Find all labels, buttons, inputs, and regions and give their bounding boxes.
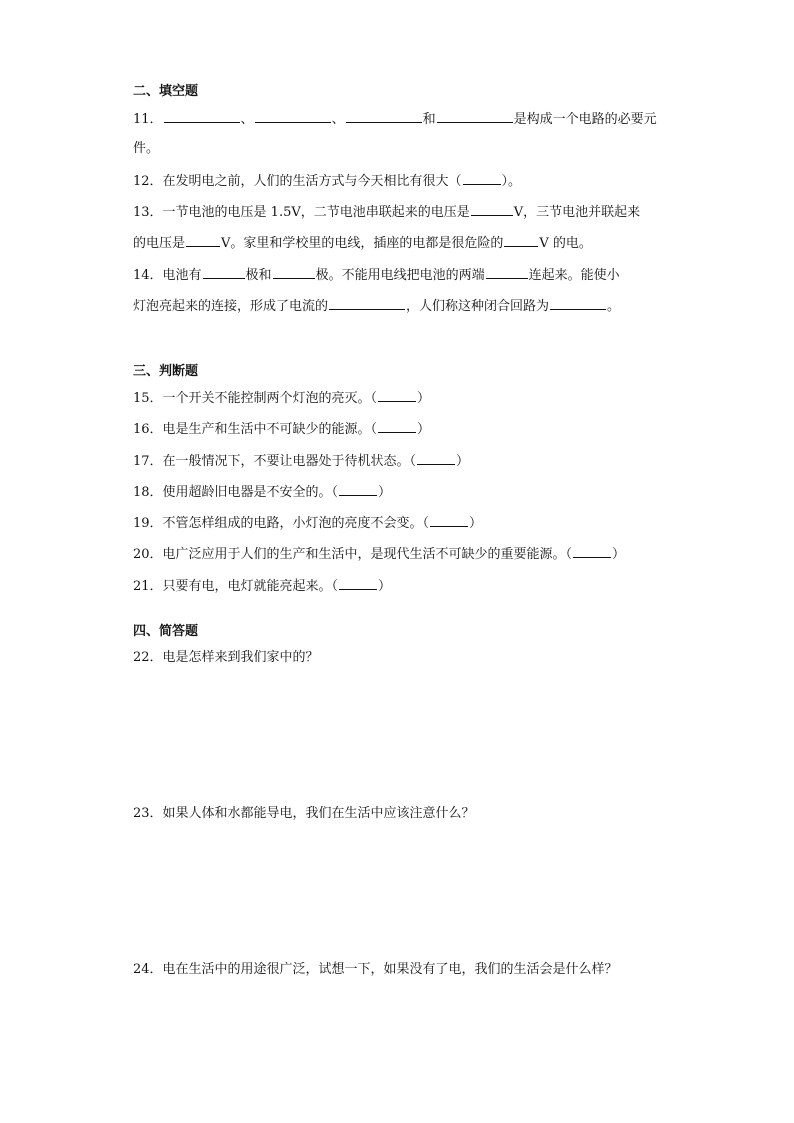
q11-blank-4[interactable]	[437, 110, 513, 123]
q12-end: ）。	[501, 174, 522, 189]
q18-end: ）	[378, 485, 392, 500]
q13-part-5: V 的电。	[539, 236, 592, 251]
q19-blank[interactable]	[430, 514, 468, 527]
q11-blank-2[interactable]	[255, 110, 331, 123]
q12-blank[interactable]	[463, 172, 501, 185]
question-12	[133, 172, 521, 190]
q14-part-6: ，人们称这种闭合回路为	[406, 299, 550, 314]
section-title-judge: 三、判断题	[133, 364, 199, 379]
q11-sep-2: 、	[331, 112, 345, 127]
q20-blank[interactable]	[573, 545, 611, 558]
q17-text: 17．在一般情况下，不要让电器处于待机状态。（	[133, 454, 417, 469]
q11-number: 11．	[133, 112, 163, 127]
question-11	[133, 110, 657, 128]
question-14	[133, 266, 620, 284]
q17-end: ）	[456, 454, 470, 469]
question-15	[133, 389, 430, 407]
q16-blank[interactable]	[378, 420, 416, 433]
question-13	[133, 203, 640, 221]
q15-text: 15．一个开关不能控制两个灯泡的亮灭。（	[133, 391, 378, 406]
question-19	[133, 514, 482, 532]
q21-text: 21．只要有电，电灯就能亮起来。（	[133, 579, 339, 594]
section-title-short: 四、简答题	[133, 624, 199, 639]
question-18	[133, 483, 391, 501]
q14-part-5: 灯泡亮起来的连接，形成了电流的	[133, 299, 329, 314]
q13-part-1: 13．一节电池的电压是 1.5V，二节电池串联起来的电压是	[133, 205, 470, 220]
q15-end: ）	[417, 391, 431, 406]
q21-end: ）	[378, 579, 392, 594]
q19-end: ）	[469, 516, 483, 531]
question-16	[133, 420, 430, 438]
q20-end: ）	[612, 547, 626, 562]
q16-text: 16．电是生产和生活中不可缺少的能源。（	[133, 422, 378, 437]
q14-part-1: 14．电池有	[133, 268, 202, 283]
q14-blank-4[interactable]	[329, 297, 405, 310]
q16-end: ）	[417, 422, 431, 437]
section-title-fill: 二、填空题	[133, 84, 199, 99]
question-17	[133, 452, 469, 470]
q13-blank-2[interactable]	[186, 234, 220, 247]
q17-blank[interactable]	[417, 452, 455, 465]
question-14-cont	[133, 297, 620, 315]
question-24: 24．电在生活中的用途很广泛，试想一下，如果没有了电，我们的生活会是什么样？	[133, 962, 618, 977]
q14-part-4: 连起来。能使小	[528, 268, 620, 283]
q14-blank-2[interactable]	[273, 266, 315, 279]
q15-blank[interactable]	[378, 389, 416, 402]
q11-blank-1[interactable]	[164, 110, 240, 123]
q14-blank-5[interactable]	[550, 297, 606, 310]
q12-text: 12．在发明电之前，人们的生活方式与今天相比有很大（	[133, 174, 462, 189]
q13-part-3: 的电压是	[133, 236, 186, 251]
q14-part-3: 极。不能用电线把电池的两端	[315, 268, 485, 283]
q18-blank[interactable]	[339, 483, 377, 496]
question-21	[133, 577, 391, 595]
question-23: 23．如果人体和水都能导电，我们在生活中应该注意什么？	[133, 806, 475, 821]
q14-blank-1[interactable]	[203, 266, 245, 279]
q11-tail: 是构成一个电路的必要元	[513, 112, 657, 127]
q11-and: 和	[422, 112, 436, 127]
q13-blank-3[interactable]	[504, 234, 538, 247]
q14-part-7: 。	[607, 299, 621, 314]
q14-part-2: 极和	[245, 268, 272, 283]
q11-blank-3[interactable]	[346, 110, 422, 123]
question-22: 22．电是怎样来到我们家中的？	[133, 650, 319, 665]
question-20	[133, 545, 625, 563]
q19-text: 19．不管怎样组成的电路，小灯泡的亮度不会变。（	[133, 516, 430, 531]
q13-blank-1[interactable]	[471, 203, 513, 216]
q13-part-2: V，三节电池并联起来	[513, 205, 641, 220]
question-13-cont	[133, 234, 592, 252]
q11-sep-1: 、	[240, 112, 254, 127]
q21-blank[interactable]	[339, 577, 377, 590]
q20-text: 20．电广泛应用于人们的生产和生活中，是现代生活不可缺少的重要能源。（	[133, 547, 573, 562]
question-11-cont: 件。	[133, 141, 160, 156]
q13-part-4: V。家里和学校里的电线，插座的电都是很危险的	[221, 236, 504, 251]
q18-text: 18．使用超龄旧电器是不安全的。（	[133, 485, 339, 500]
q14-blank-3[interactable]	[486, 266, 528, 279]
